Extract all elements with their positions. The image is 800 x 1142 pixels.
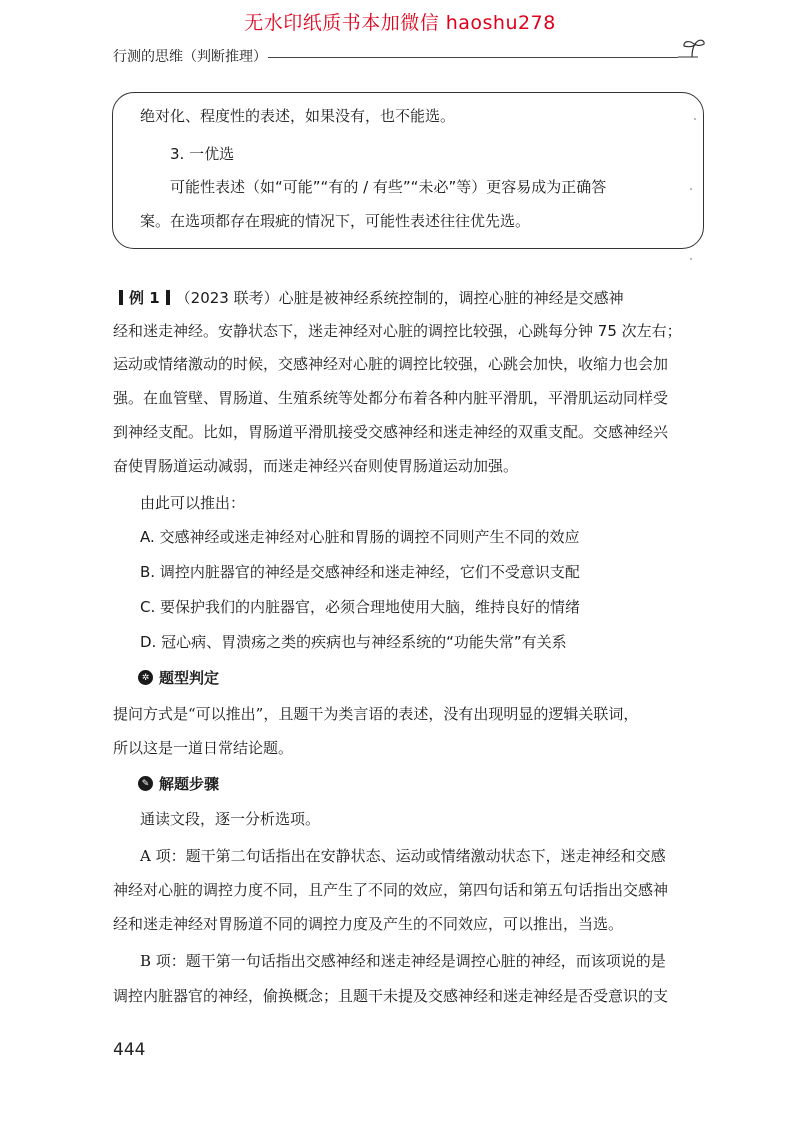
example-text-line: （2023 联考）心脏是被神经系统控制的，调控心脏的神经是交感神 (175, 289, 624, 307)
analysis-line: 提问方式是“可以推出”，且题干为类言语的表述，没有出现明显的逻辑关联词， (113, 705, 639, 723)
option-b: B. 调控内脏器官的神经是交感神经和迷走神经，它们不受意识支配 (140, 563, 580, 581)
analysis-line: A 项：题干第二句话指出在安静状态、运动或情绪激动状态下，迷走神经和交感 (140, 847, 666, 865)
callout-line: 绝对化、程度性的表述，如果没有，也不能选。 (140, 107, 456, 125)
section-title: 题型判定 (159, 669, 220, 687)
pencil-icon: ✎ (138, 776, 153, 791)
sprout-icon (676, 36, 708, 62)
example-text-line: 经和迷走神经。安静状态下，迷走神经对心脏的调控比较强，心跳每分钟 75 次左右； (113, 322, 682, 340)
analysis-line: 调控内脏器官的神经，偷换概念；且题干未提及交感神经和迷走神经是否受意识的支 (113, 987, 669, 1005)
page-number: 444 (113, 1040, 146, 1060)
example-bar-left (119, 290, 123, 305)
analysis-line: 经和迷走神经对胃肠道不同的调控力度及产生的不同效应，可以推出，当选。 (113, 915, 624, 933)
example-text-line: 到神经支配。比如，胃肠道平滑肌接受交感神经和迷走神经的双重支配。交感神经兴 (113, 423, 669, 441)
section-heading-steps (138, 773, 219, 794)
callout-line: 案。在选项都存在瑕疵的情况下，可能性表述往往优先选。 (140, 212, 531, 230)
analysis-line: 通读文段，逐一分析选项。 (140, 810, 321, 828)
scan-artifact (690, 258, 692, 260)
example-text-line: 强。在血管壁、胃肠道、生殖系统等处都分布着各种内脏平滑肌，平滑肌运动同样受 (113, 389, 669, 407)
example-bar-right (166, 290, 170, 305)
example-text-line: 运动或情绪激动的时候，交感神经对心脏的调控比较强，心跳会加快，收缩力也会加 (113, 355, 669, 373)
example-text-line: 奋使胃肠道运动减弱，而迷走神经兴奋则使胃肠道运动加强。 (113, 457, 519, 475)
watermark: 无水印纸质书本加微信 haoshu278 (244, 12, 556, 34)
section-title: 解题步骤 (159, 775, 220, 793)
option-c: C. 要保护我们的内脏器官，必须合理地使用大脑，维持良好的情绪 (140, 598, 581, 616)
running-head: 行测的思维（判断推理） (113, 49, 267, 65)
section-heading-type (138, 667, 219, 688)
example-question: 由此可以推出： (140, 494, 246, 512)
gear-icon: ✲ (138, 670, 153, 685)
callout-line: 可能性表述（如“可能”“有的 / 有些”“未必”等）更容易成为正确答 (170, 178, 607, 196)
analysis-line: 所以这是一道日常结论题。 (113, 739, 294, 757)
analysis-line: B 项：题干第一句话指出交感神经和迷走神经是调控心脏的神经，而该项说的是 (140, 952, 666, 970)
option-d: D. 冠心病、胃溃疡之类的疾病也与神经系统的“功能失常”有关系 (140, 633, 567, 651)
option-a: A. 交感神经或迷走神经对心脏和胃肠的调控不同则产生不同的效应 (140, 528, 580, 546)
scan-artifact (690, 188, 692, 190)
callout-subheading: 3. 一优选 (170, 145, 235, 163)
analysis-line: 神经对心脏的调控力度不同，且产生了不同的效应，第四句话和第五句话指出交感神 (113, 881, 669, 899)
example-first-line (113, 287, 624, 308)
example-label: 例 1 (129, 289, 160, 307)
scan-artifact (694, 118, 696, 120)
header-rule (268, 57, 678, 58)
